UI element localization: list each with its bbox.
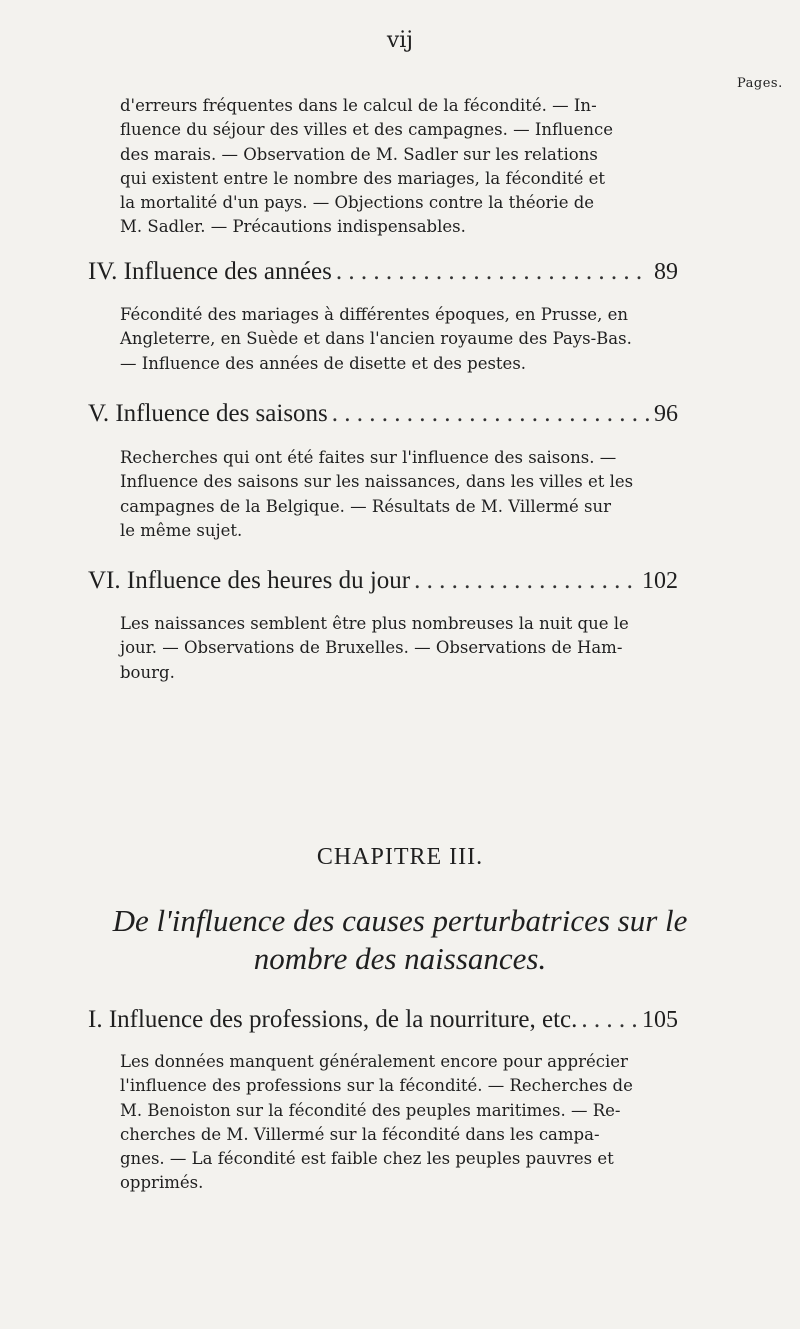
section-summary: Fécondité des mariages à différentes époques, en Prusse, en Angleterre, en Suède et dans l'ancien royaume des Pays-Bas. — Influence des années de disette et des pestes. [120, 305, 632, 373]
page-number: vij [386, 28, 414, 53]
section-summary: Les données manquent généralement encore pour apprécier l'influence des professions sur la fécondité. — Recherches de M. Benoiston sur la fécondité des peuples maritimes. — Re- cherches de M. Villermé sur la fécondité dans les campa- gnes. — La fécondité est faible chez les peuples pauvres et opprimés. [120, 1052, 633, 1193]
section-summary: Les naissances semblent être plus nombreuses la nuit que le jour. — Observations de Bruxelles. — Observations de Ham- bourg. [120, 614, 629, 682]
toc-entry-chapter3-i [88, 1006, 678, 1034]
toc-entry-title: V. Influence des saisons [88, 400, 328, 427]
dot-leader [414, 567, 638, 595]
dot-leader [332, 400, 650, 428]
toc-entry-page: 89 [654, 259, 678, 285]
chapter-title: De l'influence des causes perturbatrices sur le nombre des naissances. [112, 903, 688, 976]
toc-entry-title: VI. Influence des heures du jour [88, 567, 411, 594]
toc-entry-page: 102 [642, 568, 678, 594]
toc-entry-page: 96 [654, 401, 678, 427]
toc-entry-title: I. Influence des professions, de la nourriture, etc. [88, 1006, 578, 1033]
chapter-heading: CHAPITRE III. [316, 844, 484, 870]
section-summary: Recherches qui ont été faites sur l'influence des saisons. — Influence des saisons sur les naissances, dans les villes et les campagnes de la Belgique. — Résultats de M. Villermé sur le même sujet. [120, 448, 634, 540]
dot-leader [336, 258, 650, 286]
toc-entry-v [88, 400, 678, 428]
toc-entry-vi [88, 567, 678, 595]
toc-entry-iv [88, 258, 678, 286]
toc-entry-page: 105 [642, 1007, 678, 1033]
toc-entry-title: IV. Influence des années [88, 258, 332, 285]
pages-column-label: Pages. [737, 76, 783, 91]
dot-leader [581, 1006, 638, 1034]
section-summary: d'erreurs fréquentes dans le calcul de la fécondité. — In- fluence du séjour des villes et des campagnes. — Influence des marais. — Observation de M. Sadler sur les relations qui existent entre le nombre des mariages, la fécondité et la mortalité d'un pays. — Objections contre la théorie de M. Sadler. — Précautions indispensables. [120, 96, 614, 237]
